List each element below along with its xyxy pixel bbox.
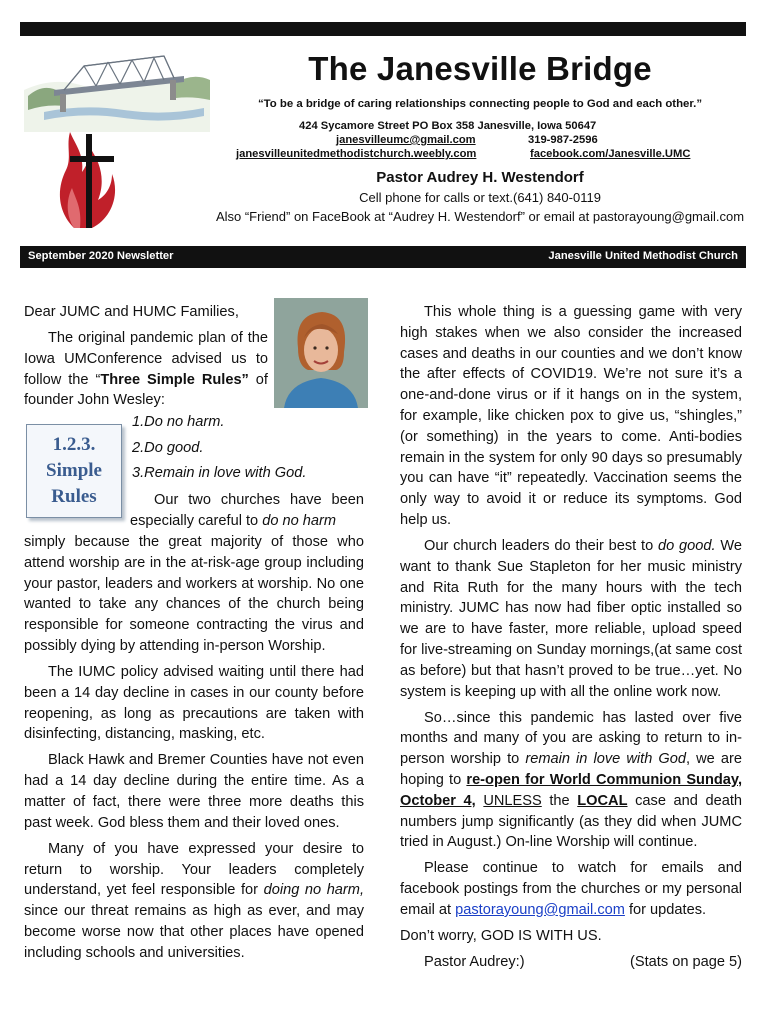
paragraph-guessing: This whole thing is a guessing game with very high stakes when we also consider the increased cases and deaths in our counties and we don’t know the after effects of COVID19. We’re not sure it’s a one-and-done virus or if it hangs on in the system, for example, like chicken pox to give us, “shingles,” (or something) in the years to come. Anti-bodies remain in the system for only 90 days so presumably you can have “it” repeatedly. Vaccination seems the only way to avoid it or reduce its symptoms. God help us.: [400, 304, 742, 528]
cross-and-flame-logo: [56, 128, 118, 230]
church-phone: 319-987-2596: [528, 134, 598, 146]
pastor-email-link[interactable]: pastorayoung@gmail.com: [455, 901, 625, 918]
pastor-friend-note: Also “Friend” on FaceBook at “Audrey H. Westendorf” or email at pastorayoung@gmail.com: [215, 209, 745, 224]
pastor-photo: [274, 298, 368, 408]
paragraph-careful: simply because the great majority of those who attend worship are in the at-risk-age group including your pastor, leaders and workers at worship. No one wanted to take any chances of the church being responsible for someone contracting the virus and possibly dying by attending in-person Worship.: [24, 534, 364, 654]
paragraph-reopen: So…since this pandemic has lasted over five months and many of you are asking to return to in-person worship to remain in love with God, we are hoping to re-open for World Communion Sunday, October 4, UNLESS the LOCAL case and death numbers jump significantly (as they did when JUMC tried in August.) On-line Worship will continue.: [400, 709, 743, 851]
right-column: [400, 302, 742, 973]
paragraph-do-good: Our church leaders do their best to do good. We want to thank Sue Stapleton for her music ministry and Rita Ruth for the many hours with the tech ministry. JUMC has now had fiber optic installed so we are to have faster, more reliable, upload speed for live-streaming on Sunday mornings,(at same cost as before) but that hasn’t proved to be true…yet. No system is keeping up with all the online work now.: [400, 537, 742, 700]
motto: “To be a bridge of caring relationships connecting people to God and each other.”: [257, 98, 703, 110]
pastor-name: Pastor Audrey H. Westendorf: [376, 169, 584, 186]
newsletter-bar: [20, 246, 746, 268]
pastor-phone: Cell phone for calls or text.(641) 840-0119: [359, 190, 601, 205]
simple-rules-box: 1.2.3. Simple Rules: [26, 424, 122, 518]
bridge-illustration: [24, 46, 210, 132]
paragraph-desire: Many of you have expressed your desire to return to worship. Your leaders completely understand, yet feel responsible for doing no harm, since our threat remains as high as ever, and may become worse now that other places have opened including schools and universities.: [24, 840, 364, 961]
church-email-link[interactable]: janesvilleumc@gmail.com: [336, 134, 476, 146]
newsletter-title: The Janesville Bridge: [308, 50, 652, 87]
paragraph-careful-start: Our two churches have been especially careful to do no harm: [130, 492, 364, 529]
signoff-row: [400, 952, 742, 973]
paragraph-plan: The original pandemic plan of the Iowa UMConference advised us to follow the “Three Simple Rules” of founder John Wesley:: [24, 329, 268, 409]
church-name: Janesville United Methodist Church: [548, 250, 738, 262]
church-address: 424 Sycamore Street PO Box 358 Janesville, Iowa 50647: [299, 120, 597, 132]
paragraph-updates: Please continue to watch for emails and facebook postings from the churches or my personal email at pastorayoung@gmail.com for updates.: [400, 860, 742, 918]
rule-2: 2.Do good.: [132, 440, 204, 456]
rule-3: 3.Remain in love with God.: [132, 465, 307, 481]
paragraph-counties: Black Hawk and Bremer Counties have not even had a 14 day decline during the entire time. As a matter of fact, there were three more deaths this past week. God bless them and their loved ones.: [24, 752, 364, 831]
paragraph-god-with-us: Don’t worry, GOD IS WITH US.: [400, 927, 602, 944]
stats-note: (Stats on page 5): [630, 953, 742, 970]
rule-1: 1.Do no harm.: [132, 414, 225, 430]
signoff: Pastor Audrey:): [424, 953, 525, 970]
church-website-link[interactable]: janesvilleunitedmethodistchurch.weebly.com: [236, 148, 477, 160]
paragraph-policy: The IUMC policy advised waiting until there had been a 14 day decline in cases in our county before reopening, as long as precautions are taken with disinfecting, distancing, masking, etc.: [24, 663, 364, 743]
greeting: Dear JUMC and HUMC Families,: [24, 304, 239, 320]
newsletter-date: September 2020 Newsletter: [28, 250, 174, 262]
left-column-top: [24, 302, 268, 411]
left-column-body: [24, 532, 364, 969]
facebook-link[interactable]: facebook.com/Janesville.UMC: [530, 148, 691, 160]
top-rule-bar: [20, 22, 746, 36]
